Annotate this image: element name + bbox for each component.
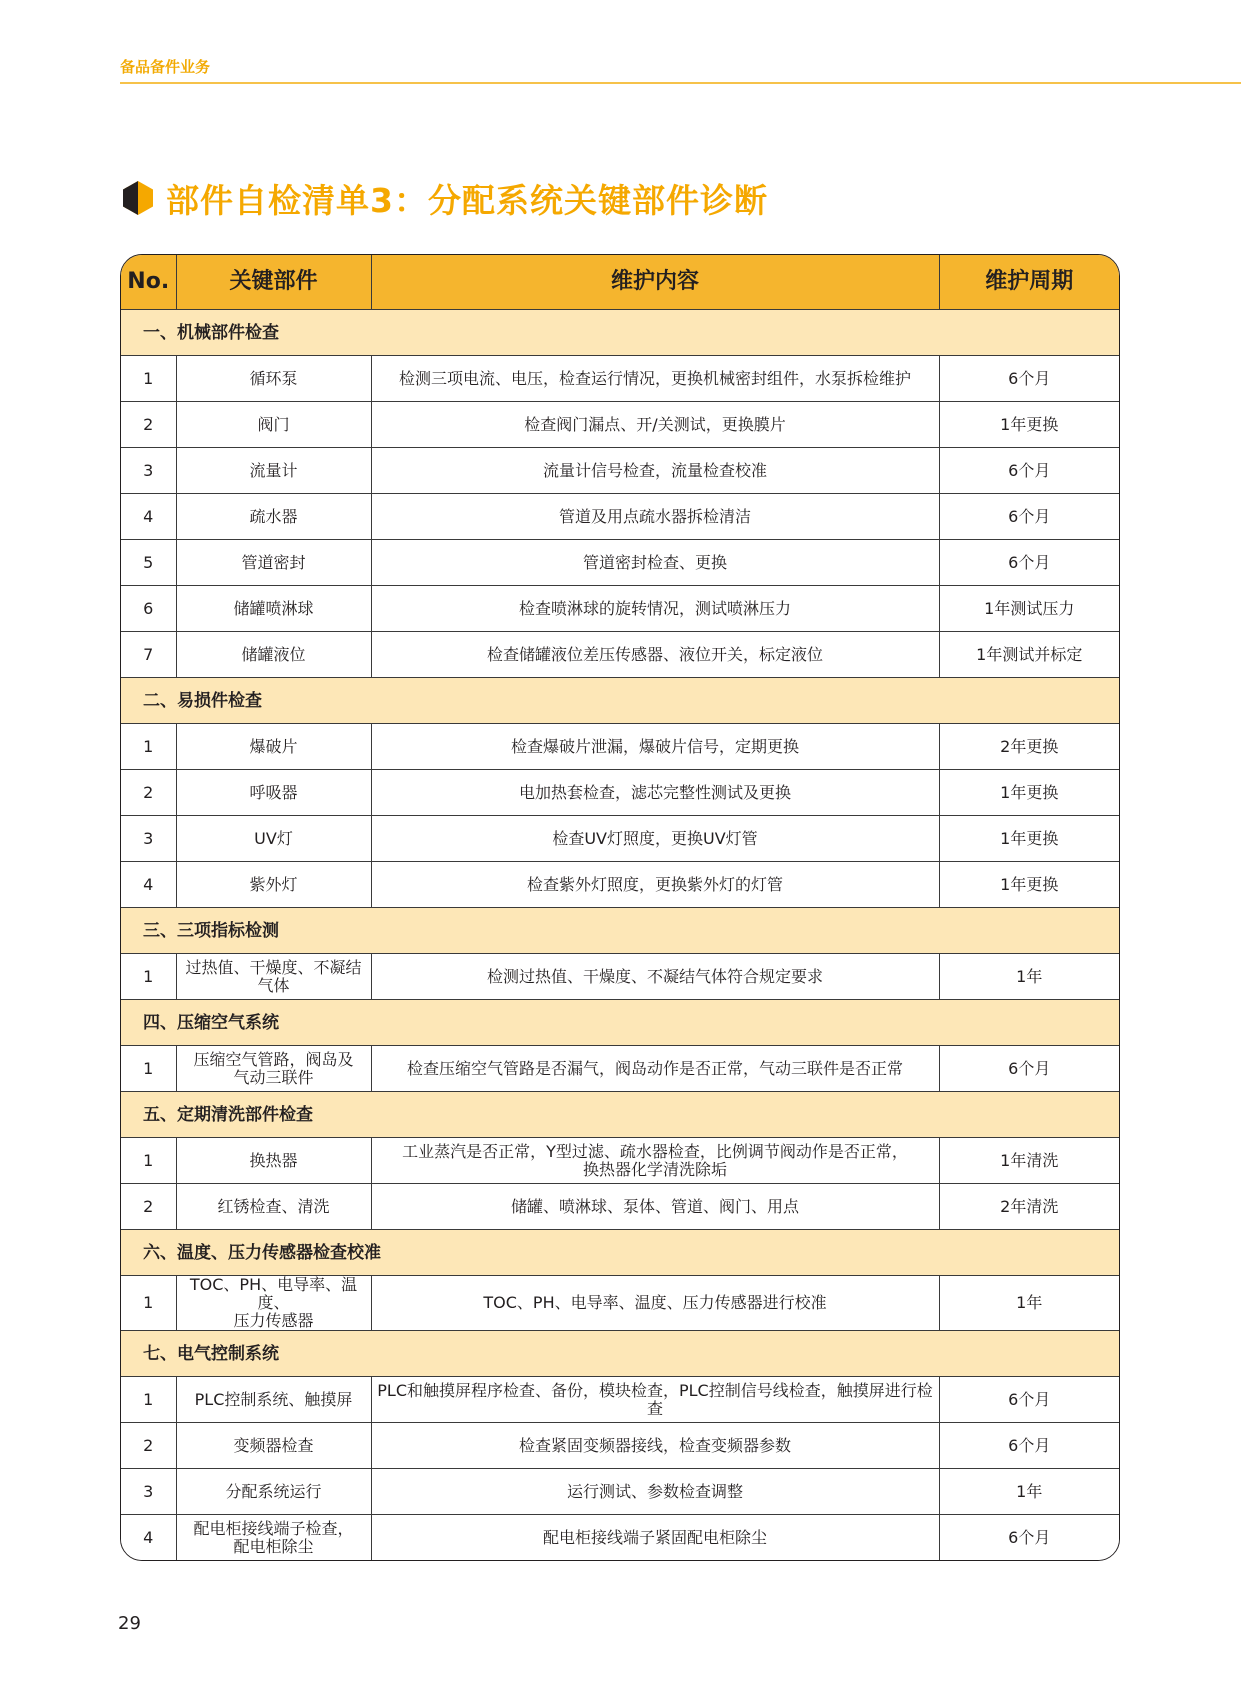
cell-no: 5 [121,540,176,586]
cell-period: 2年清洗 [939,1184,1119,1230]
checklist-table [121,255,1119,1560]
table-row [121,356,1119,402]
cell-period: 6个月 [939,1423,1119,1469]
cell-part: 紫外灯 [176,862,371,908]
cell-content: TOC、PH、电导率、温度、压力传感器进行校准 [371,1276,939,1331]
cell-no: 1 [121,954,176,1000]
cell-no: 3 [121,448,176,494]
cell-content: 储罐、喷淋球、泵体、管道、阀门、用点 [371,1184,939,1230]
cell-part: PLC控制系统、触摸屏 [176,1377,371,1423]
cell-period: 1年更换 [939,770,1119,816]
table-row [121,724,1119,770]
cell-no: 3 [121,1469,176,1515]
cell-part: 疏水器 [176,494,371,540]
table-row [121,402,1119,448]
cell-part: 储罐喷淋球 [176,586,371,632]
cell-period: 1年 [939,1469,1119,1515]
cell-period: 6个月 [939,494,1119,540]
table-row [121,494,1119,540]
table-row [121,1377,1119,1423]
table-row [121,632,1119,678]
table-row [121,586,1119,632]
cell-no: 1 [121,724,176,770]
cell-content: PLC和触摸屏程序检查、备份，模块检查，PLC控制信号线检查，触摸屏进行检查 [371,1377,939,1423]
cell-no: 1 [121,1138,176,1184]
cell-no: 4 [121,862,176,908]
cell-content: 检查压缩空气管路是否漏气，阀岛动作是否正常，气动三联件是否正常 [371,1046,939,1092]
section-title: 五、定期清洗部件检查 [121,1092,1119,1138]
section-row [121,1000,1119,1046]
section-title: 四、压缩空气系统 [121,1000,1119,1046]
cell-part: 过热值、干燥度、不凝结气体 [176,954,371,1000]
cell-part: 变频器检查 [176,1423,371,1469]
cell-period: 1年更换 [939,816,1119,862]
table-body [121,310,1119,1561]
table-row [121,1515,1119,1561]
section-row [121,908,1119,954]
cell-content: 检查UV灯照度，更换UV灯管 [371,816,939,862]
cell-no: 4 [121,494,176,540]
cell-part: 换热器 [176,1138,371,1184]
cell-no: 2 [121,1184,176,1230]
cell-no: 3 [121,816,176,862]
header-rule [120,82,1241,84]
cell-no: 1 [121,356,176,402]
section-title: 六、温度、压力传感器检查校准 [121,1230,1119,1276]
table-row [121,448,1119,494]
table-row [121,954,1119,1000]
table-row [121,816,1119,862]
cell-content: 管道密封检查、更换 [371,540,939,586]
section-row [121,1331,1119,1377]
cell-period: 1年更换 [939,402,1119,448]
cell-part: 压缩空气管路，阀岛及 气动三联件 [176,1046,371,1092]
cell-period: 1年更换 [939,862,1119,908]
header-part: 关键部件 [176,255,371,310]
running-header: 备品备件业务 [120,58,211,76]
page-title: 部件自检清单3：分配系统关键部件诊断 [166,180,768,220]
section-title: 七、电气控制系统 [121,1331,1119,1377]
cell-part: 阀门 [176,402,371,448]
cell-content: 电加热套检查，滤芯完整性测试及更换 [371,770,939,816]
table-row [121,1423,1119,1469]
section-title: 一、机械部件检查 [121,310,1119,356]
cell-part: UV灯 [176,816,371,862]
cell-content: 检查紧固变频器接线，检查变频器参数 [371,1423,939,1469]
cell-period: 6个月 [939,1046,1119,1092]
cell-content: 检测三项电流、电压，检查运行情况，更换机械密封组件，水泵拆检维护 [371,356,939,402]
cell-content: 检测过热值、干燥度、不凝结气体符合规定要求 [371,954,939,1000]
cell-content: 检查喷淋球的旋转情况，测试喷淋压力 [371,586,939,632]
table-row [121,1469,1119,1515]
cell-period: 6个月 [939,448,1119,494]
cell-period: 6个月 [939,1377,1119,1423]
table-row [121,540,1119,586]
cell-part: 爆破片 [176,724,371,770]
section-title: 三、三项指标检测 [121,908,1119,954]
cell-content: 流量计信号检查，流量检查校准 [371,448,939,494]
cell-no: 2 [121,1423,176,1469]
table-header-row [121,255,1119,310]
table-row [121,1046,1119,1092]
cell-part: 储罐液位 [176,632,371,678]
cell-period: 1年测试压力 [939,586,1119,632]
cell-part: 配电柜接线端子检查， 配电柜除尘 [176,1515,371,1561]
section-row [121,310,1119,356]
checklist-table-wrapper [120,254,1120,1561]
header-no: No. [121,255,176,310]
table-row [121,1138,1119,1184]
title-row [120,176,768,220]
cell-no: 6 [121,586,176,632]
table-row [121,1276,1119,1331]
cell-content: 管道及用点疏水器拆检清洁 [371,494,939,540]
cell-content: 检查储罐液位差压传感器、液位开关，标定液位 [371,632,939,678]
cell-part: 管道密封 [176,540,371,586]
cell-content: 工业蒸汽是否正常，Y型过滤、疏水器检查，比例调节阀动作是否正常， 换热器化学清洗除垢 [371,1138,939,1184]
cell-content: 运行测试、参数检查调整 [371,1469,939,1515]
cell-content: 配电柜接线端子紧固配电柜除尘 [371,1515,939,1561]
cell-period: 1年清洗 [939,1138,1119,1184]
cell-content: 检查爆破片泄漏，爆破片信号，定期更换 [371,724,939,770]
table-row [121,1184,1119,1230]
header-period: 维护周期 [939,255,1119,310]
cell-part: 循环泵 [176,356,371,402]
cell-part: TOC、PH、电导率、温度、 压力传感器 [176,1276,371,1331]
cell-no: 1 [121,1377,176,1423]
cell-period: 6个月 [939,356,1119,402]
cell-no: 2 [121,402,176,448]
section-row [121,1230,1119,1276]
cell-period: 1年 [939,954,1119,1000]
cell-no: 2 [121,770,176,816]
page-number: 29 [118,1613,141,1634]
section-row [121,1092,1119,1138]
cell-period: 2年更换 [939,724,1119,770]
cell-part: 流量计 [176,448,371,494]
cell-period: 6个月 [939,1515,1119,1561]
cell-no: 1 [121,1046,176,1092]
cell-content: 检查紫外灯照度，更换紫外灯的灯管 [371,862,939,908]
header-content: 维护内容 [371,255,939,310]
cell-part: 红锈检查、清洗 [176,1184,371,1230]
cell-period: 6个月 [939,540,1119,586]
cell-no: 7 [121,632,176,678]
cell-period: 1年 [939,1276,1119,1331]
hexagon-half-icon [120,180,156,216]
cell-no: 4 [121,1515,176,1561]
cell-no: 1 [121,1276,176,1331]
cell-part: 分配系统运行 [176,1469,371,1515]
table-row [121,770,1119,816]
cell-part: 呼吸器 [176,770,371,816]
section-title: 二、易损件检查 [121,678,1119,724]
cell-content: 检查阀门漏点、开/关测试，更换膜片 [371,402,939,448]
section-row [121,678,1119,724]
table-row [121,862,1119,908]
cell-period: 1年测试并标定 [939,632,1119,678]
